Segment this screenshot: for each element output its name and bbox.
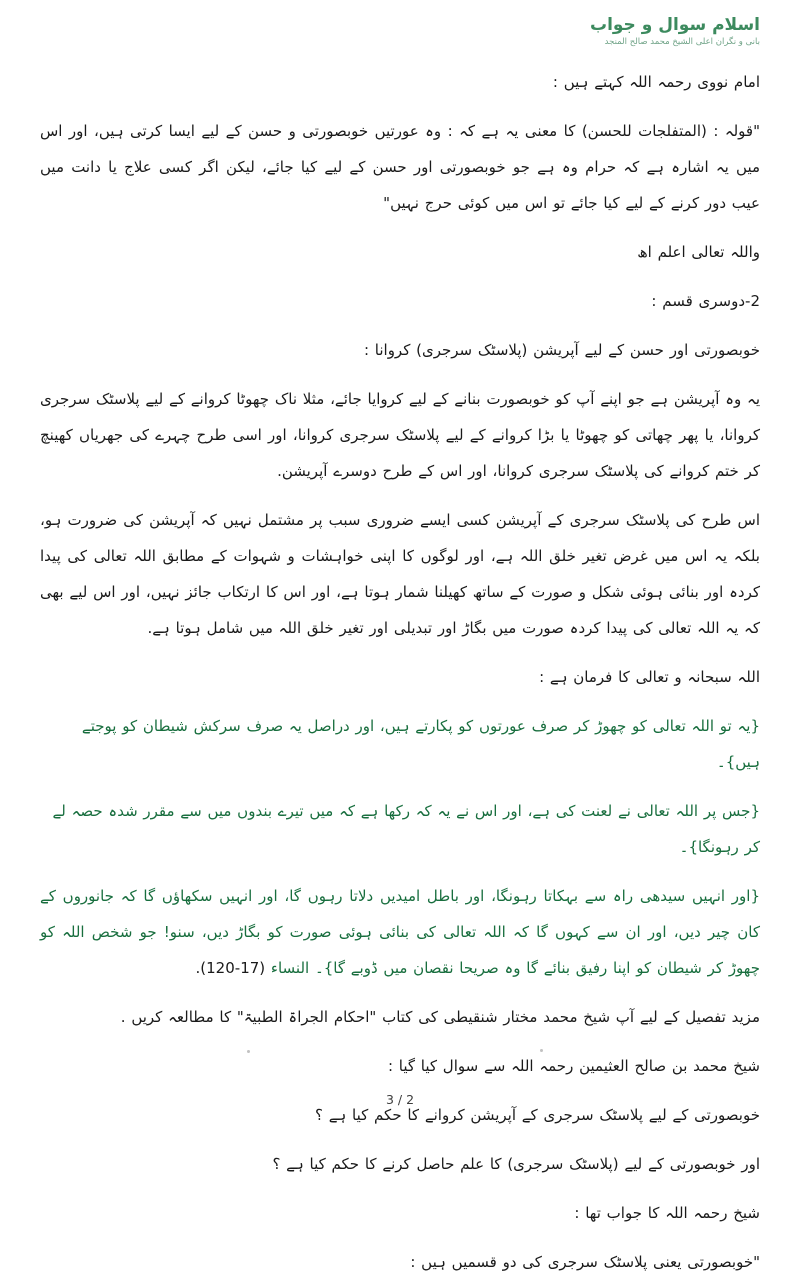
quran-verse-2: {جس پر اللہ تعالی نے لعنت کی ہے، اور اس نے یہ کہ رکھا ہے کہ میں تیرے بندوں میں سے مقرر شدہ حصہ لے کر رہونگا}۔ — [52, 802, 760, 856]
paragraph-sheikh-answer-intro: شیخ رحمہ اللہ کا جواب تھا : — [574, 1204, 760, 1222]
quran-verse-3-text: {اور انہیں سیدھی راہ سے بہکاتا رہونگا، اور باطل امیدیں دلاتا رہوں گا، اور انہیں سکھاؤں گا کہ جانوروں کے کان چیر دیں، اور ان سے کہوں گا کہ اللہ تعالی کی بنائی ہوئی صورت کو بگاڑ دیں، سنو! جو شخص اللہ کو چھوڑ کر شیطان کو اپنا رفیق بنائے گا وہ صریحا نقصان میں ڈوبے گا}۔ النساء — [40, 887, 760, 977]
quran-verse-reference: (17-120). — [195, 959, 266, 977]
page-number: 3 / 2 — [385, 1092, 415, 1107]
paragraph-nawawi-quote: "قولہ : (المتفلجات للحسن) کا معنی یہ ہے کہ : وہ عورتیں خوبصورتی و حسن کے لیے ایسا کرتی ہیں، اور اس میں یہ اشارہ ہے کہ حرام وہ ہے جو خوبصورتی اور حسن کے لیے کیا جائے، لیکن اگر کسی علاج یا دانت میں عیب دور کرنے کے لیے کیا جائے تو اس میں کوئی حرج نہیں" — [40, 122, 760, 212]
paragraph-imam-nawawi-intro: امام نووی رحمہ اللہ کہتے ہیں : — [552, 73, 760, 91]
paragraph-allah-says: اللہ سبحانہ و تعالی کا فرمان ہے : — [539, 668, 760, 686]
paragraph-two-types: "خوبصورتی یعنی پلاسٹک سرجری کی دو قسمیں ہیں : — [410, 1253, 760, 1271]
quran-verse-3 — [40, 878, 760, 986]
logo-title: اسلام سوال و جواب — [589, 15, 760, 35]
site-logo — [0, 0, 800, 48]
stray-mark — [540, 1049, 543, 1052]
paragraph-allah-knows-best: واللہ تعالی اعلم اھ — [637, 243, 760, 261]
quran-verse-1: {یہ تو اللہ تعالی کو چھوڑ کر صرف عورتوں کو پکارتے ہیں، اور دراصل یہ صرف سرکش شیطان کو پوجتے ہیں}۔ — [81, 717, 760, 771]
paragraph-question-2: اور خوبصورتی کے لیے (پلاسٹک سرجری) کا علم حاصل کرنے کا حکم کیا ہے ؟ — [272, 1155, 760, 1173]
heading-cosmetic-surgery: خوبصورتی اور حسن کے لیے آپریشن (پلاسٹک سرجری) کروانا : — [363, 341, 760, 359]
paragraph-question-1: خوبصورتی کے لیے پلاسٹک سرجری کے آپریشن کروانے کا حکم کیا ہے ؟ — [314, 1106, 760, 1124]
paragraph-uthaymin-asked: شیخ محمد بن صالح العثیمین رحمہ اللہ سے سوال کیا گیا : — [387, 1057, 760, 1075]
logo-subtitle: بانی و نگران اعلی الشیخ محمد صالح المنجد — [604, 37, 760, 47]
paragraph-surgery-examples: یہ وہ آپریشن ہے جو اپنے آپ کو خوبصورت بنانے کے لیے کروایا جائے، مثلا ناک چھوٹا کروانے کے لیے پلاسٹک سرجری کروانا، یا پھر چھاتی کو چھوٹا یا بڑا کروانے کے لیے پلاسٹک سرجری کروانا، اور اسی طرح چہرے کی جھریاں کھینچ کر ختم کروانے کی پلاسٹک سرجری کروانا، اور اس کے طرح دوسرے آپریشن. — [40, 390, 760, 480]
stray-mark — [247, 1050, 250, 1053]
heading-second-type: 2-دوسری قسم : — [651, 292, 760, 310]
paragraph-book-reference: مزید تفصیل کے لیے آپ شیخ محمد مختار شنقیطی کی کتاب "احکام الجراۃ الطبیۃ" کا مطالعہ کریں . — [120, 1008, 760, 1026]
paragraph-surgery-ruling: اس طرح کی پلاسٹک سرجری کے آپریشن کسی ایسے ضروری سبب پر مشتمل نہیں کہ آپریشن کی ضرورت ہو، بلکہ یہ اس میں غرض تغیر خلق اللہ ہے، اور لوگوں کا اپنی خواہشات و شہوات کے مطابق اللہ تعالی کی پیدا کردہ اور بنائی ہوئی شکل و صورت کے ساتھ کھیلنا شمار ہوتا ہے، اور اس کا ارتکاب جائز نہیں، اور اس لیے بھی کہ یہ اللہ تعالی کی پیدا کردہ صورت میں بگاڑ اور تبدیلی اور تغیر خلق اللہ میں شامل ہوتا ہے. — [40, 511, 760, 637]
